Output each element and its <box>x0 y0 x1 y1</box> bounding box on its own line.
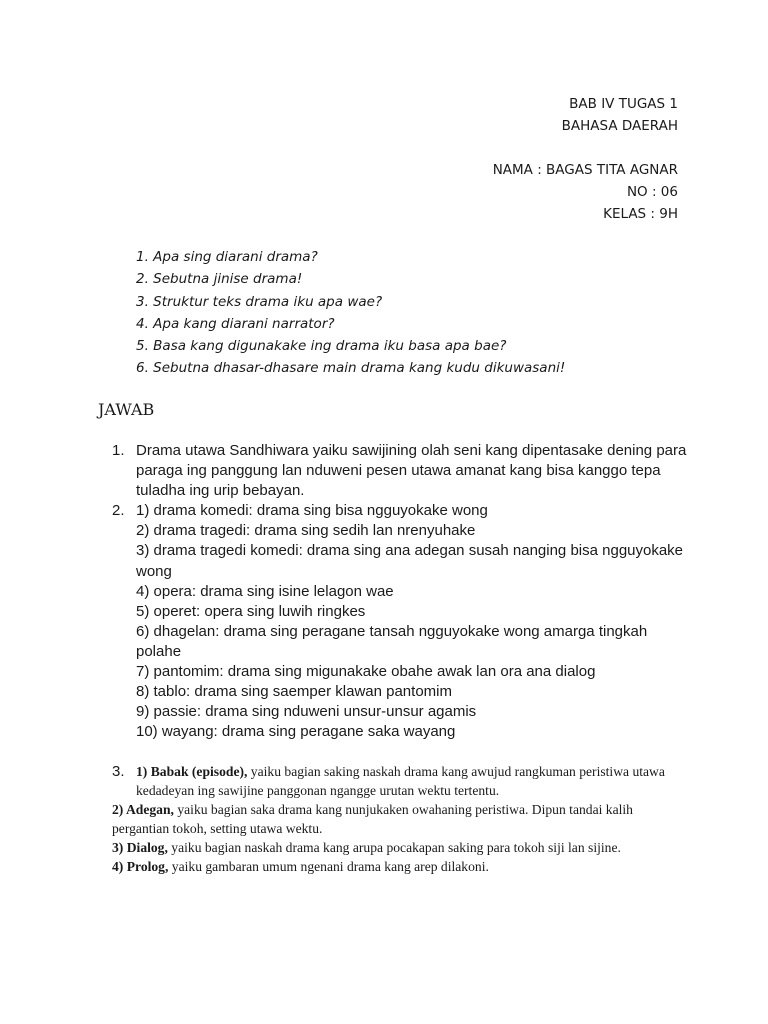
answer-number: 2. <box>112 502 125 520</box>
answers-heading: JAWAB <box>98 400 155 419</box>
drama-type-item: 10) wayang: drama sing peragane saka wayang <box>136 723 456 741</box>
drama-type-item: 9) passie: drama sing nduweni unsur-unsur agamis <box>136 703 477 721</box>
drama-type-item: 7) pantomim: drama sing migunakake obahe awak lan ora ana dialog <box>136 663 596 681</box>
drama-type-item: 1) drama komedi: drama sing bisa ngguyokake wong <box>136 502 488 520</box>
question-list <box>136 246 565 380</box>
document-header <box>493 93 678 225</box>
header-number: NO : 06 <box>626 184 678 200</box>
drama-type-item: 6) dhagelan: drama sing peragane tansah ngguyokake wong amarga tingkah polahe <box>136 622 648 660</box>
structure-item-adegan <box>112 800 682 838</box>
drama-type-list <box>136 501 692 742</box>
structure-definition: yaiku gambaran umum ngenani drama kang arep dilakoni. <box>168 859 489 874</box>
structure-item-dialog <box>112 838 682 857</box>
structure-definition: yaiku bagian naskah drama kang arupa pocakapan saking para tokoh siji lan sijine. <box>167 840 621 855</box>
answer-item-2 <box>112 501 692 742</box>
header-title: BAB IV TUGAS 1 <box>569 96 678 112</box>
answers-list <box>112 441 692 742</box>
structure-term: 3) Dialog, <box>112 840 168 855</box>
drama-type-item: 5) operet: opera sing luwih ringkes <box>136 602 366 620</box>
drama-type-item: 4) opera: drama sing isine lelagon wae <box>136 582 394 600</box>
structure-definition: yaiku bagian saka drama kang nunjukaken owahaning peristiwa. Dipun tandai kalih pergantian tokoh, setting utawa wektu. <box>112 802 633 836</box>
answer-item-3 <box>112 762 682 876</box>
drama-type-item: 8) tablo: drama sing saemper klawan pantomim <box>136 683 452 701</box>
header-subject: BAHASA DAERAH <box>561 118 678 134</box>
answer-number: 3. <box>112 763 125 780</box>
structure-item-prolog <box>112 857 682 876</box>
header-class: KELAS : 9H <box>603 206 678 222</box>
drama-type-item: 2) drama tragedi: drama sing sedih lan nrenyuhake <box>136 522 476 540</box>
question-item: 3. Struktur teks drama iku apa wae? <box>136 293 383 310</box>
structure-term: 4) Prolog, <box>112 859 169 874</box>
question-item: 1. Apa sing diarani drama? <box>136 249 318 265</box>
structure-term: 1) Babak (episode), <box>136 764 248 779</box>
question-item: 5. Basa kang digunakake ing drama iku basa apa bae? <box>136 338 507 355</box>
structure-term: 2) Adegan, <box>112 802 174 817</box>
structure-definition: yaiku bagian saking naskah drama kang awujud rangkuman peristiwa utawa kedadeyan ing sawijine panggonan ngangge urutan wektu tertentu. <box>136 764 665 798</box>
question-item: 2. Sebutna jinise drama! <box>136 271 303 288</box>
answer-number: 1. <box>112 442 125 459</box>
header-name: NAMA : BAGAS TITA AGNAR <box>492 162 678 178</box>
structure-item-babak <box>136 762 682 800</box>
answer-item-1 <box>112 441 692 501</box>
answer-text: Drama utawa Sandhiwara yaiku sawijining olah seni kang dipentasake dening para paraga ing panggung lan nduweni pesen utawa amanat kang bisa kanggo tepa tuladha ing urip bebayan. <box>136 442 687 500</box>
question-item: 6. Sebutna dhasar-dhasare main drama kang kudu dikuwasani! <box>136 360 566 377</box>
drama-type-item: 3) drama tragedi komedi: drama sing ana adegan susah nanging bisa ngguyokake wong <box>136 542 684 580</box>
question-item: 4. Apa kang diarani narrator? <box>136 315 335 332</box>
